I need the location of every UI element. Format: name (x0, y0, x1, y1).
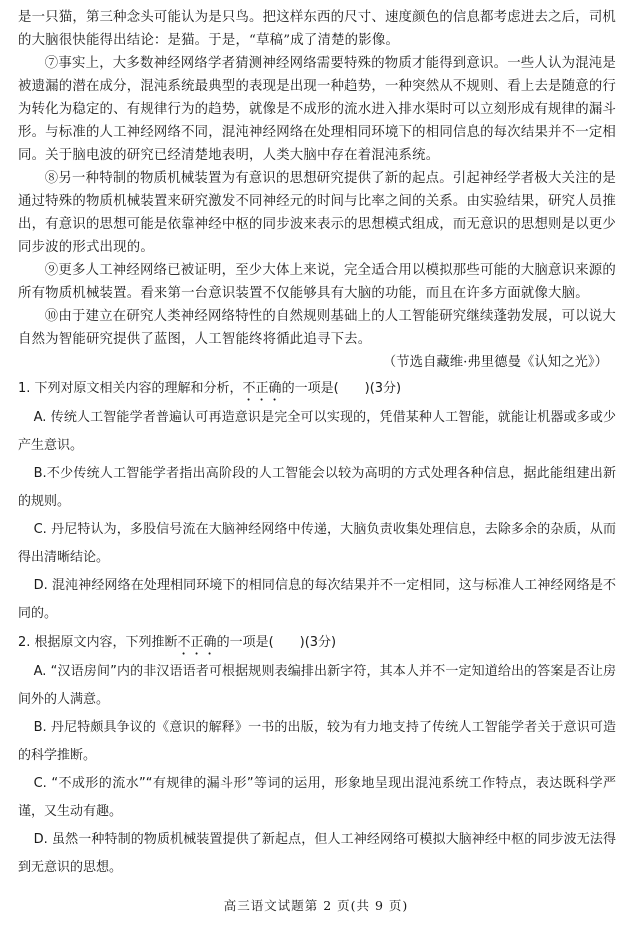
passage-paragraph-continued: 是一只猫，第三种念头可能认为是只鸟。把这样东西的尺寸、速度颜色的信息都考虑进去之后，司机的大脑很快能得出结论：是猫。于是，“草稿”成了清楚的影像。 (18, 10, 616, 48)
option-d: D. 虽然一种特制的物质机械装置提供了新起点，但人工神经网络可模拟大脑神经中枢的同步波无法得到无意识的思想。 (18, 832, 616, 875)
passage-paragraph-10: ⑩由于建立在研究人类神经网络特性的自然规则基础上的人工智能研究继续蓬勃发展，可以说大自然为智能研究提供了蓝图，人工智能终将循此追寻下去。 (18, 309, 616, 347)
question-stem-text: 2. 根据原文内容，下列推断 (18, 635, 178, 650)
question-stem (18, 377, 616, 404)
question-stem-text: 1. 下列对原文相关内容的理解和分析， (18, 381, 243, 396)
page-footer: 高三语文试题第 2 页(共 9 页) (223, 898, 409, 913)
question-stem-emphasis: 不正确 (177, 635, 217, 650)
option-a: A. “汉语房间”内的非汉语语者可根据规则表编排出新字符，其本人并不一定知道给出的答案是否让房间外的人满意。 (18, 664, 616, 707)
option-c: C. 丹尼特认为，多股信号流在大脑神经网络中传递，大脑负责收集处理信息，去除多余的杂质，从而得出清晰结论。 (18, 522, 616, 565)
passage-source: （节选自藏维·弗里德曼《认知之光》） (382, 355, 608, 370)
option-a: A. 传统人工智能学者普遍认可再造意识是完全可以实现的，凭借某种人工智能，就能让机器或多或少产生意识。 (18, 410, 616, 453)
option-b: B. 丹尼特颇具争议的《意识的解释》一书的出版，较为有力地支持了传统人工智能学者关于意识可造的科学推断。 (18, 720, 616, 763)
passage-paragraph-7: ⑦事实上，大多数神经网络学者猜测神经网络需要特殊的物质才能得到意识。一些人认为混沌是被遗漏的潜在成分，混沌系统最典型的表现是出现一种趋势，一种突然从不规则、看上去是随意的行为转化为稳定的、有规律行为的趋势，就像是不成形的流水进入排水渠时可以立刻形成有规律的漏斗形。与标准的人工神经网络不同，混沌神经网络在处理相同环境下的相同信息的每次结果并不一定相同。关于脑电波的研究已经清楚地表明，人类大脑中存在着混沌系统。 (18, 56, 616, 163)
exam-page (18, 6, 616, 882)
question-1 (18, 377, 616, 628)
passage-paragraph-9: ⑨更多人工神经网络已被证明，至少大体上来说，完全适合用以模拟那些可能的大脑意识来源的所有物质机械装置。看来第一台意识装置不仅能够具有大脑的功能，而且在许多方面就像大脑。 (18, 263, 616, 301)
question-stem-tail: 的一项是( )(3分) (281, 381, 402, 396)
passage-paragraph-8: ⑧另一种特制的物质机械装置为有意识的思想研究提供了新的起点。引起神经学者极大关注的是通过特殊的物质机械装置来研究激发不同神经元的时间与比率之间的关系。由实验结果，研究人员推出，有意识的思想可能是依靠神经中枢的同步波来表示的思想模式组成，而无意识的思想则是以更少同步波的形式出现的。 (18, 171, 616, 255)
question-2 (18, 631, 616, 882)
question-stem (18, 631, 616, 658)
option-d: D. 混沌神经网络在处理相同环境下的相同信息的每次结果并不一定相同，这与标准人工神经网络是不同的。 (18, 578, 616, 621)
question-stem-tail: 的一项是( )(3分) (216, 635, 337, 650)
option-c: C. “不成形的流水”“有规律的漏斗形”等词的运用，形象地呈现出混沌系统工作特点，表达既科学严谨，又生动有趣。 (18, 776, 616, 819)
question-stem-emphasis: 不正确 (242, 381, 282, 396)
option-b: B.不少传统人工智能学者指出高阶段的人工智能会以较为高明的方式处理各种信息，据此能组建出新的规则。 (18, 466, 616, 509)
